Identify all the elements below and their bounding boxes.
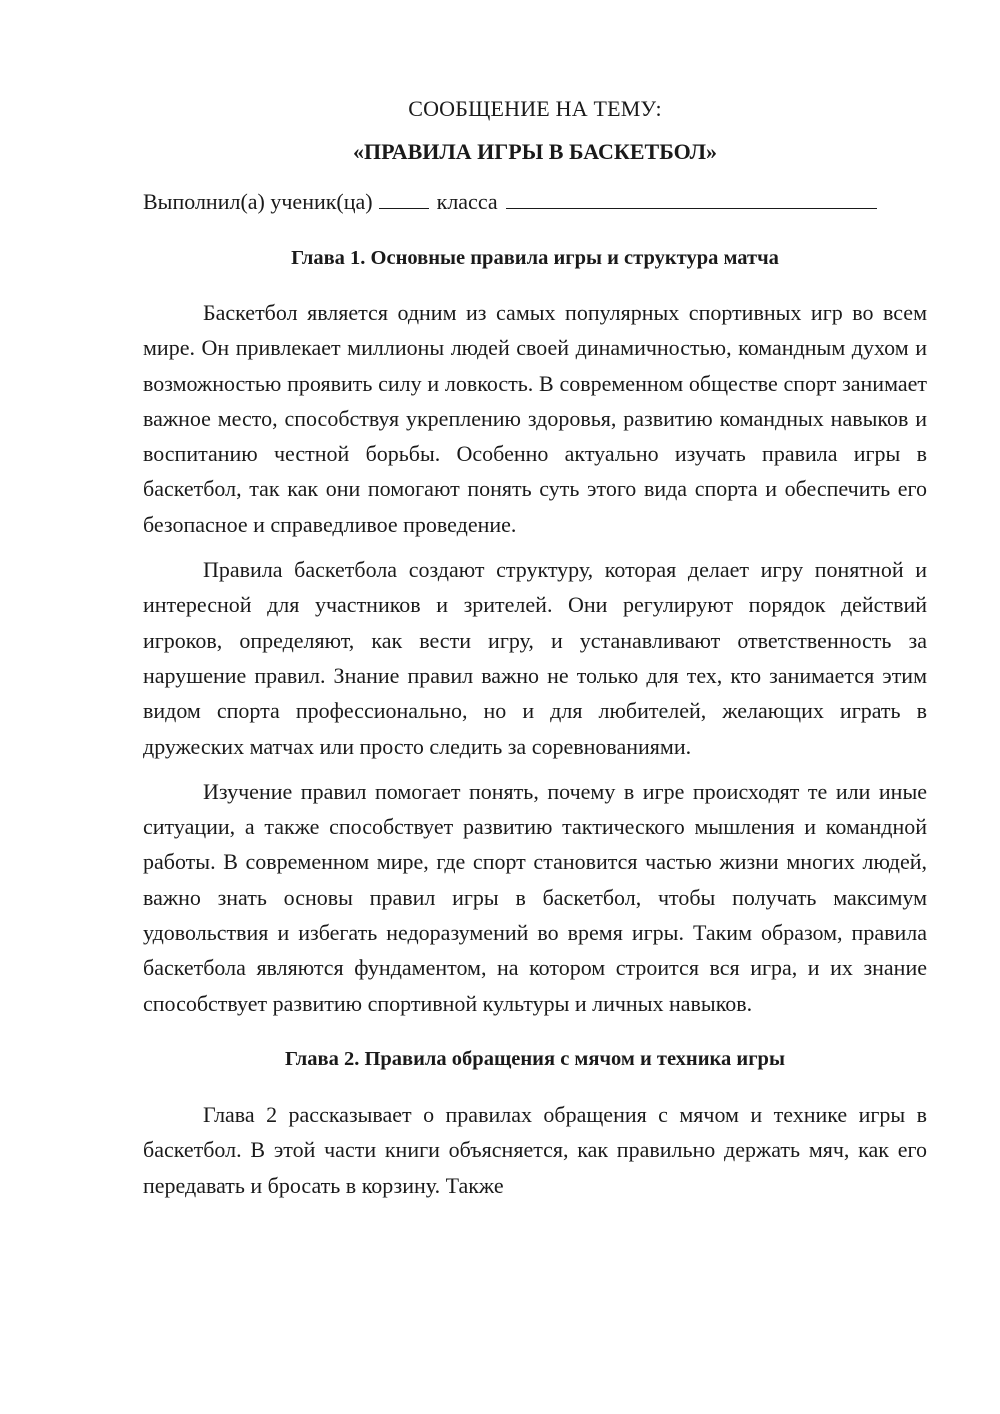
chapter-1-paragraph-3: Изучение правил помогает понять, почему в игре происходят те или иные ситуации, а также способствует развитию тактического мышления и командной работы. В современном мире, где спорт становится частью жизни многих людей, важно знать основы правил игры в баскетбол, чтобы получать максимум удовольствия и избегать недоразумений во время игры. Таким образом, правила баскетбола являются фундаментом, на котором строится вся игра, и их знание способствует развитию спортивной культуры и личных навыков.	[143, 778, 927, 1016]
chapter-1-paragraph-2: Правила баскетбола создают структуру, которая делает игру понятной и интересной для участников и зрителей. Они регулируют порядок действий игроков, определяют, как вести игру, и устанавливают ответственность за нарушение правил. Знание правил важно не только для тех, кто занимается этим видом спорта профессионально, но и для любителей, желающих играть в дружеских матчах или просто следить за соревнованиями.	[143, 557, 927, 759]
grade-blank-field	[379, 186, 429, 209]
author-line	[143, 185, 927, 219]
document-content	[143, 92, 927, 1203]
author-class-label: класса	[436, 189, 498, 214]
name-blank-field	[506, 186, 877, 209]
author-prefix: Выполнил(а) ученик(ца)	[143, 189, 373, 214]
document-title: СООБЩЕНИЕ НА ТЕМУ:	[408, 96, 662, 121]
chapter-1-paragraph-1: Баскетбол является одним из самых популярных спортивных игр во всем мире. Он привлекает миллионы людей своей динамичностью, командным духом и возможностью проявить силу и ловкость. В современном обществе спорт занимает важное место, способствуя укреплению здоровья, развитию командных навыков и воспитанию честной борьбы. Особенно актуально изучать правила игры в баскетбол, так как они помогают понять суть этого вида спорта и обеспечить его безопасное и справедливое проведение.	[143, 300, 927, 537]
chapter-2-heading: Глава 2. Правила обращения с мячом и техника игры	[285, 1047, 785, 1070]
chapter-1-heading: Глава 1. Основные правила игры и структура матча	[291, 247, 779, 269]
document-subtitle: «ПРАВИЛА ИГРЫ В БАСКЕТБОЛ»	[352, 139, 718, 164]
chapter-2-paragraph-1: Глава 2 рассказывает о правилах обращения с мячом и технике игры в баскетбол. В этой части книги объясняется, как правильно держать мяч, как его передавать и бросать в корзину. Также	[143, 1101, 927, 1198]
